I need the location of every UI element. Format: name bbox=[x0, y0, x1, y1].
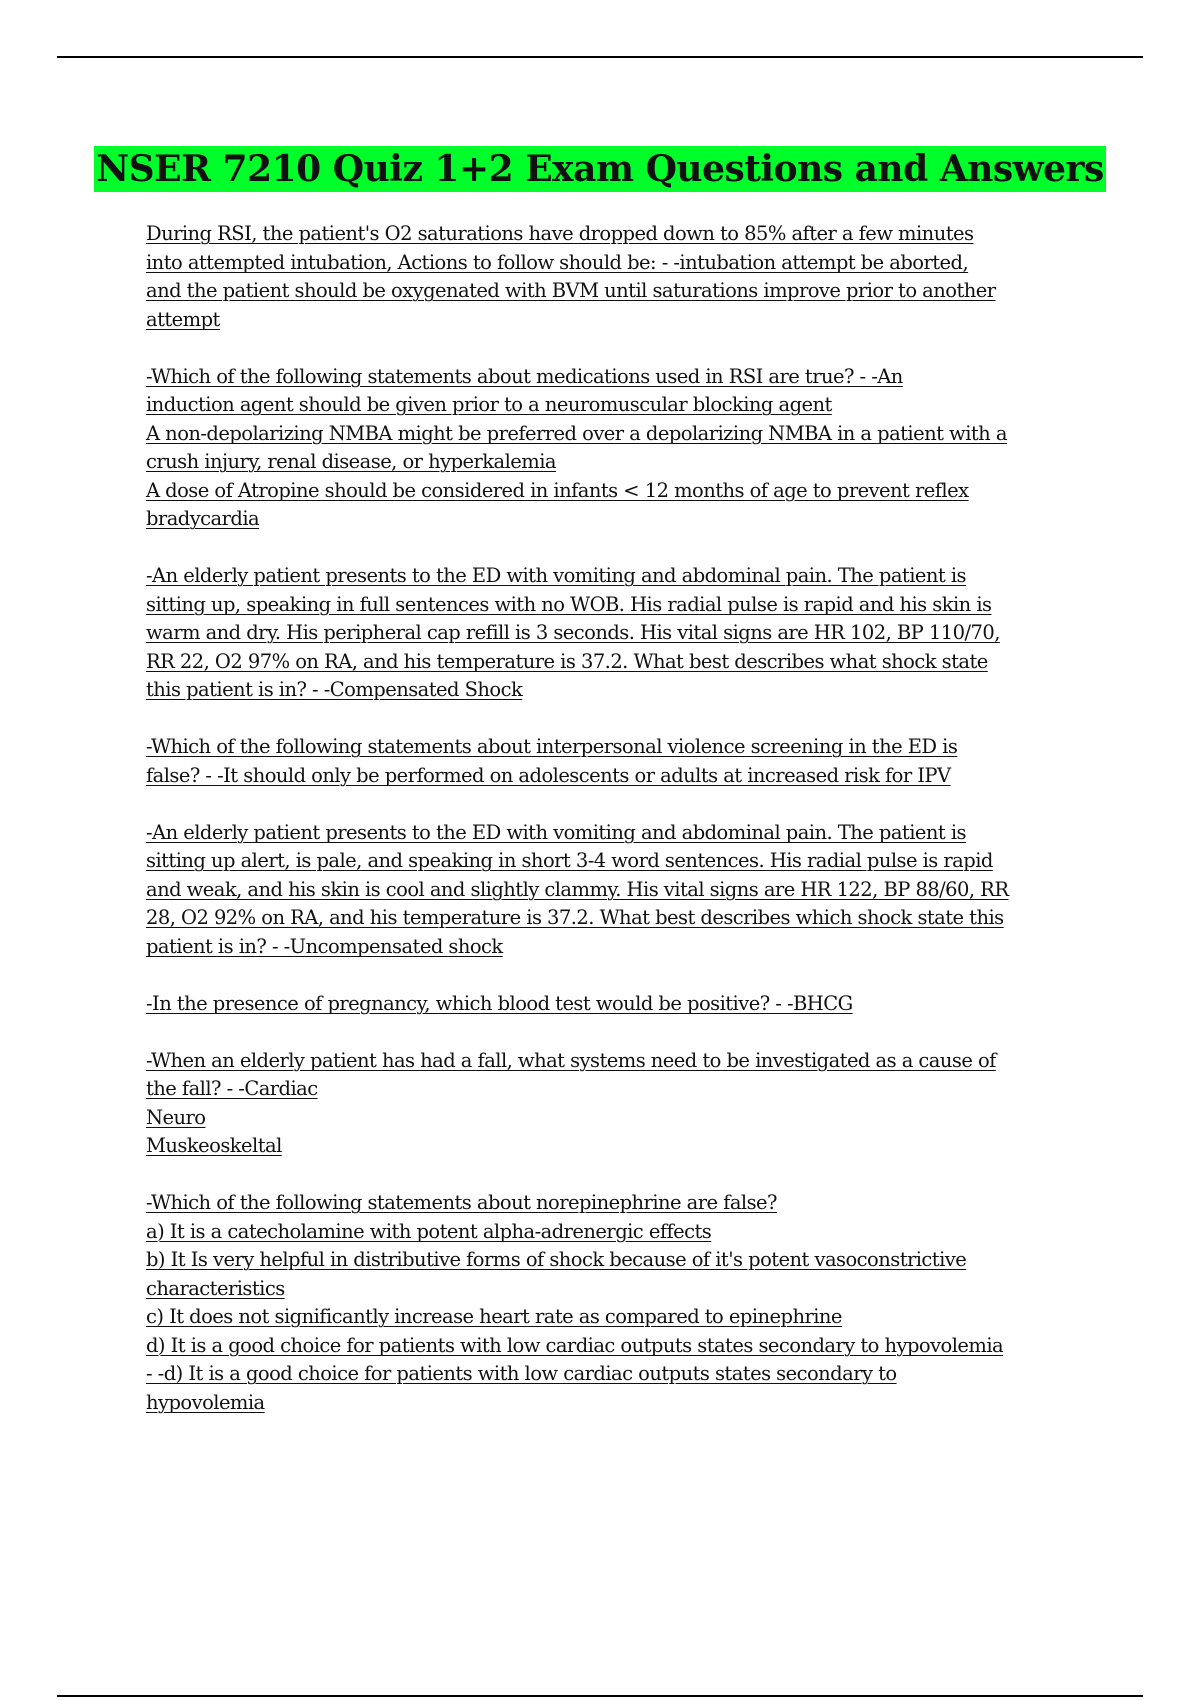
text-line bbox=[146, 1275, 1091, 1304]
text-line bbox=[146, 448, 1091, 477]
text-line-content: b) It Is very helpful in distributive forms of shock because of it's potent vasoconstrictive bbox=[146, 1248, 967, 1271]
text-line bbox=[146, 1104, 1091, 1133]
text-line bbox=[146, 477, 1091, 506]
text-line bbox=[146, 306, 1091, 335]
text-line bbox=[146, 1332, 1091, 1361]
qa-block bbox=[146, 819, 1091, 962]
bottom-rule bbox=[57, 1695, 1143, 1697]
text-line-content: -Which of the following statements about interpersonal violence screening in the ED is bbox=[146, 735, 958, 758]
text-line bbox=[146, 1218, 1091, 1247]
qa-block bbox=[146, 562, 1091, 705]
text-line bbox=[146, 762, 1091, 791]
text-line bbox=[146, 1189, 1091, 1218]
text-line-content: and weak, and his skin is cool and slightly clammy. His vital signs are HR 122, BP 88/60, RR bbox=[146, 877, 1009, 901]
text-line-content: -Which of the following statements about norepinephrine are false? bbox=[146, 1191, 777, 1214]
text-line-content: -When an elderly patient has had a fall, what systems need to be investigated as a cause of bbox=[146, 1048, 996, 1072]
text-line-content: the fall? - -Cardiac bbox=[146, 1077, 318, 1100]
text-line-content: -An elderly patient presents to the ED with vomiting and abdominal pain. The patient is bbox=[146, 820, 966, 844]
title-wrap bbox=[0, 146, 1200, 192]
text-line bbox=[146, 904, 1091, 933]
text-line bbox=[146, 1075, 1091, 1104]
text-line-content: attempt bbox=[146, 307, 220, 331]
text-line bbox=[146, 1360, 1091, 1389]
qa-block bbox=[146, 363, 1091, 534]
text-line bbox=[146, 220, 1091, 249]
text-line bbox=[146, 249, 1091, 278]
text-line bbox=[146, 505, 1091, 534]
text-line-content: warm and dry. His peripheral cap refill is 3 seconds. His vital signs are HR 102, BP 110/70, bbox=[146, 621, 1000, 644]
text-line bbox=[146, 733, 1091, 762]
text-line-content: patient is in? - -Uncompensated shock bbox=[146, 934, 503, 958]
qa-block bbox=[146, 733, 1091, 790]
text-line bbox=[146, 1389, 1091, 1418]
text-line bbox=[146, 1047, 1091, 1076]
text-line-content: characteristics bbox=[146, 1276, 285, 1300]
text-line-content: this patient is in? - -Compensated Shock bbox=[146, 678, 523, 701]
text-line-content: sitting up, speaking in full sentences with no WOB. His radial pulse is rapid and his skin is bbox=[146, 592, 992, 616]
text-line-content: sitting up alert, is pale, and speaking in short 3-4 word sentences. His radial pulse is rapid bbox=[146, 849, 993, 872]
text-line-content: Muskeoskeltal bbox=[146, 1134, 282, 1157]
text-line-content: hypovolemia bbox=[146, 1390, 265, 1414]
text-line-content: and the patient should be oxygenated with BVM until saturations improve prior to another bbox=[146, 279, 996, 302]
text-line bbox=[146, 819, 1091, 848]
text-line bbox=[146, 990, 1091, 1019]
text-line-content: into attempted intubation, Actions to follow should be: - -intubation attempt be aborted, bbox=[146, 250, 969, 274]
text-line bbox=[146, 933, 1091, 962]
text-line bbox=[146, 1303, 1091, 1332]
qa-block bbox=[146, 1047, 1091, 1161]
text-line bbox=[146, 648, 1091, 677]
text-line bbox=[146, 591, 1091, 620]
text-line bbox=[146, 847, 1091, 876]
text-line-content: RR 22, O2 97% on RA, and his temperature is 37.2. What best describes what shock state bbox=[146, 649, 988, 673]
qa-block bbox=[146, 1189, 1091, 1417]
text-line bbox=[146, 562, 1091, 591]
text-line-content: bradycardia bbox=[146, 507, 260, 530]
text-line-content: c) It does not significantly increase heart rate as compared to epinephrine bbox=[146, 1305, 842, 1328]
text-line bbox=[146, 1246, 1091, 1275]
text-line-content: a) It is a catecholamine with potent alpha-adrenergic effects bbox=[146, 1219, 712, 1243]
text-line-content: -Which of the following statements about medications used in RSI are true? - -An bbox=[146, 364, 903, 388]
text-line-content: - -d) It is a good choice for patients with low cardiac outputs states secondary to bbox=[146, 1362, 897, 1385]
document-title: NSER 7210 Quiz 1+2 Exam Questions and Answers bbox=[96, 148, 1104, 190]
text-line-content: A dose of Atropine should be considered in infants < 12 months of age to prevent reflex bbox=[146, 478, 969, 502]
text-line-content: induction agent should be given prior to a neuromuscular blocking agent bbox=[146, 393, 832, 416]
text-line-content: -In the presence of pregnancy, which blood test would be positive? - -BHCG bbox=[146, 991, 853, 1015]
text-line-content: d) It is a good choice for patients with low cardiac outputs states secondary to hypovolemia bbox=[146, 1333, 1004, 1357]
text-line-content: -An elderly patient presents to the ED with vomiting and abdominal pain. The patient is bbox=[146, 564, 966, 587]
text-line-content: During RSI, the patient's O2 saturations have dropped down to 85% after a few minutes bbox=[146, 222, 974, 245]
text-line bbox=[146, 876, 1091, 905]
text-line-content: false? - -It should only be performed on adolescents or adults at increased risk for IPV bbox=[146, 763, 951, 787]
text-line bbox=[146, 676, 1091, 705]
qa-block bbox=[146, 990, 1091, 1019]
top-rule bbox=[57, 56, 1143, 58]
document-body bbox=[146, 220, 1091, 1446]
text-line bbox=[146, 619, 1091, 648]
text-line bbox=[146, 391, 1091, 420]
text-line bbox=[146, 420, 1091, 449]
qa-block bbox=[146, 220, 1091, 334]
text-line-content: A non-depolarizing NMBA might be preferred over a depolarizing NMBA in a patient with a bbox=[146, 421, 1007, 445]
text-line bbox=[146, 363, 1091, 392]
text-line-content: crush injury, renal disease, or hyperkalemia bbox=[146, 450, 556, 473]
text-line bbox=[146, 277, 1091, 306]
text-line bbox=[146, 1132, 1091, 1161]
text-line-content: Neuro bbox=[146, 1105, 206, 1129]
text-line-content: 28, O2 92% on RA, and his temperature is 37.2. What best describes which shock state this bbox=[146, 906, 1004, 929]
